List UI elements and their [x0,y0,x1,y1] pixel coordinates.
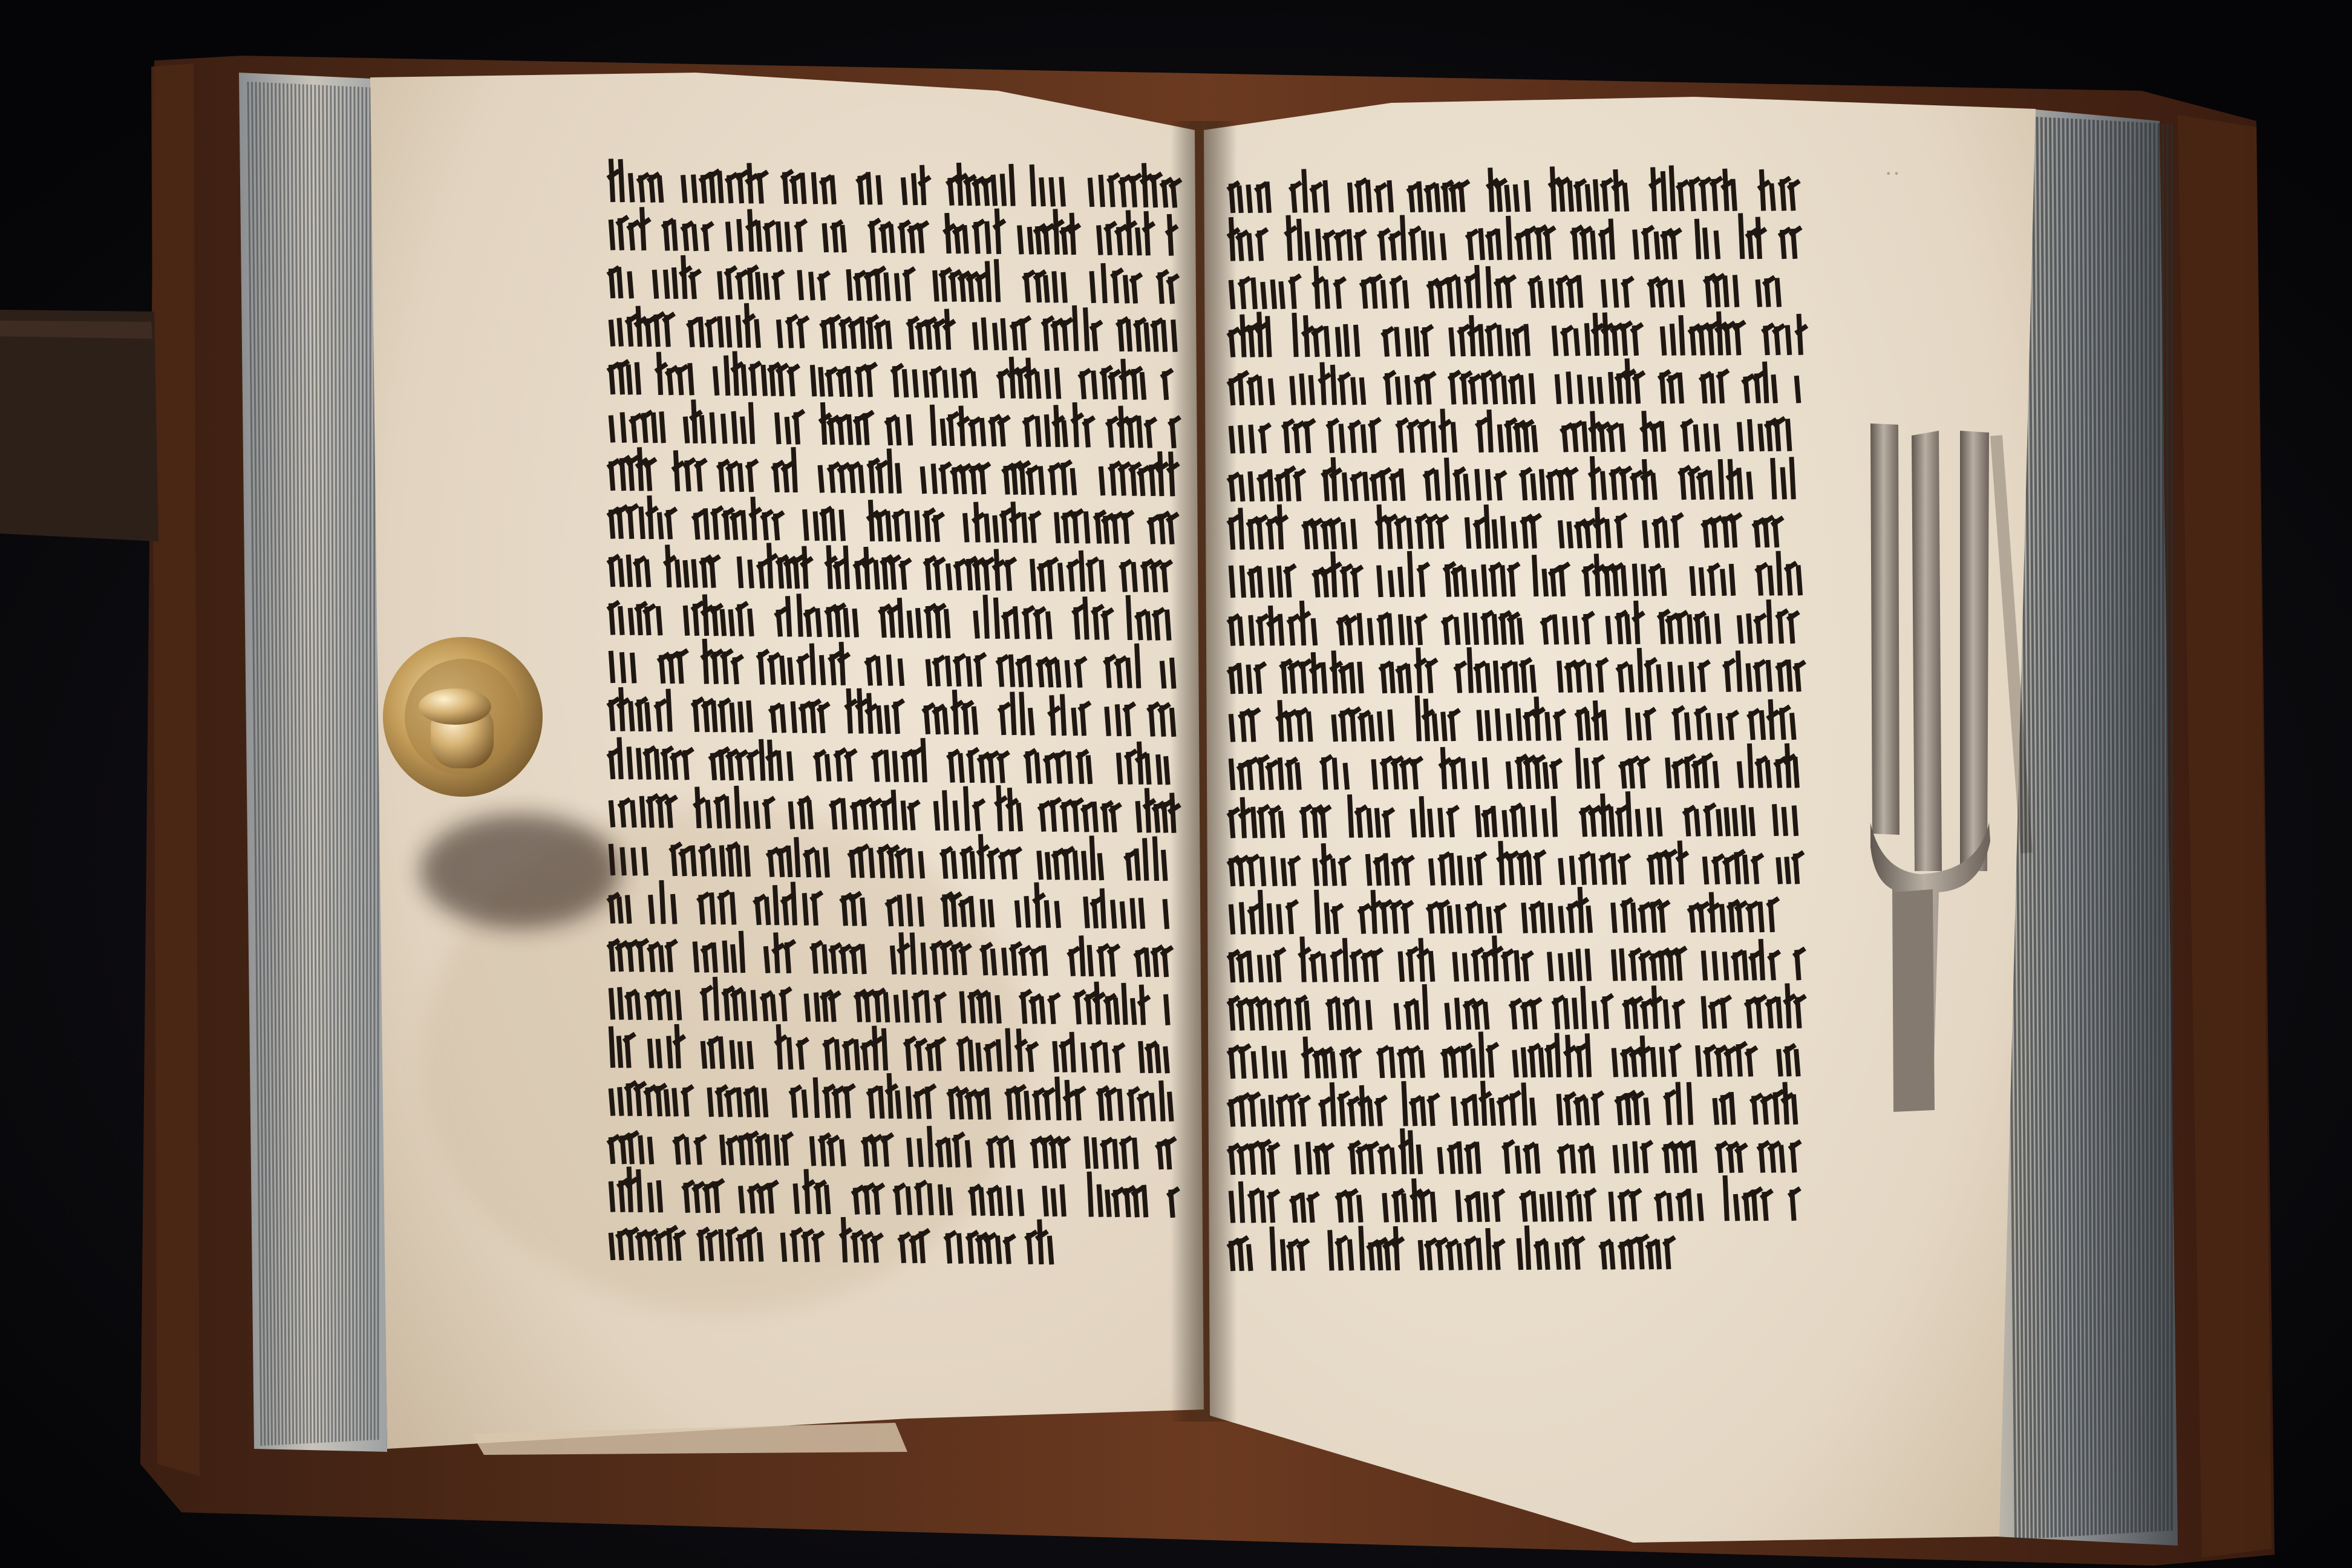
right-page [1204,97,2036,1543]
clasp-strap [0,310,158,541]
left-page-edges [239,73,387,1452]
svg-text:··: ·· [1884,160,1901,187]
gutter [1171,121,1237,1422]
